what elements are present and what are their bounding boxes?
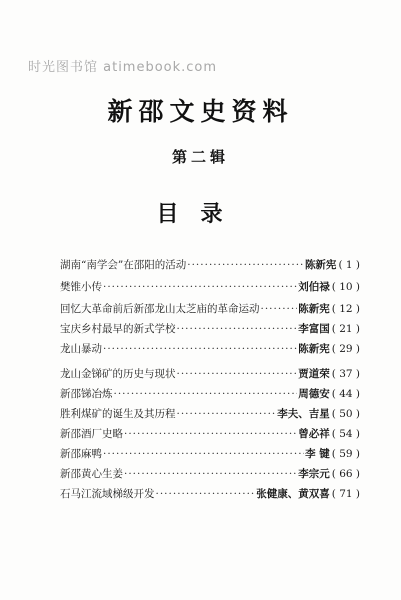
toc-entry-title: 胜利煤矿的诞生及其历程 [60,408,176,420]
toc-entry-page: ( 50 ) [331,408,360,420]
toc-entry [60,280,360,294]
toc-entry-page: ( 59 ) [331,448,360,460]
toc-entry-page: ( 1 ) [338,259,360,271]
toc-leader-dots [103,342,297,356]
toc-entry [60,258,360,272]
toc-entry-author: 张健康、黄双喜 [256,488,330,500]
toc-entry-page: ( 10 ) [331,281,360,293]
toc-leader-dots [187,258,304,272]
toc-entry-title: 龙山暴动 [60,343,102,355]
toc-entry-title: 回忆大革命前后新邵龙山太芝庙的革命运动 [60,303,260,315]
toc-entry [60,447,360,461]
toc-entry-author: 李富国 [298,323,330,335]
toc-leader-dots [177,322,298,336]
toc-leader-dots [114,387,298,401]
toc-entry [60,487,360,501]
toc-entry-page: ( 21 ) [331,323,360,335]
toc-entry-title: 樊锥小传 [60,281,102,293]
toc-entry [60,407,360,421]
toc-leader-dots [261,302,298,316]
toc-entry-author: 陈新宪 [298,303,330,315]
toc-entry-title: 湖南“南学会”在邵阳的活动 [60,259,187,271]
toc-entry-title: 新邵酒厂史略 [60,428,123,440]
toc-entry-author: 陈新宪 [298,343,330,355]
toc-entry [60,322,360,336]
toc-entry [60,342,360,356]
toc-entry-page: ( 12 ) [331,303,360,315]
toc-entry-author: 李 键 [305,448,330,460]
toc-leader-dots [177,367,298,381]
toc-leader-dots [156,487,256,501]
volume-label: 第二辑 [171,148,229,166]
toc-entry-page: ( 54 ) [331,428,360,440]
toc-leader-dots [124,467,297,481]
toc-entry-page: ( 37 ) [331,368,360,380]
toc-leader-dots [124,427,297,441]
toc-entry [60,427,360,441]
toc-entry-page: ( 29 ) [331,343,360,355]
toc-entry-title: 石马江流域梯级开发 [60,488,155,500]
toc-entry-author: 陈新宪 [304,259,337,271]
toc-entry-author: 刘伯禄 [298,281,330,293]
toc-entry-author: 曾必祥 [298,428,330,440]
toc-entry [60,302,360,316]
book-title: 新邵文史资料 [107,97,294,126]
toc-entry-title: 新邵黄心生姜 [60,468,123,480]
toc-entry-title: 新邵麻鸭 [60,448,102,460]
toc-leader-dots [103,447,304,461]
toc-heading: 目录 [156,202,245,227]
toc-entry-author: 李宗元 [298,468,330,480]
toc-entry-author: 李夫、吉星 [277,408,330,420]
watermark: 时光图书馆 atimebook.com [28,60,218,75]
toc-leader-dots [177,407,277,421]
toc-entry-author: 贾道荣 [298,368,330,380]
toc-entry-author: 周德安 [298,388,330,400]
toc-entry-title: 新邵锑冶炼 [60,388,113,400]
toc-entry [60,467,360,481]
toc-entry [60,387,360,401]
toc-entry-page: ( 44 ) [331,388,360,400]
toc-leader-dots [103,280,297,294]
toc-entry-page: ( 66 ) [331,468,360,480]
toc-entry-title: 龙山金锑矿的历史与现状 [60,368,176,380]
toc-entry [60,367,360,381]
toc-entry-page: ( 71 ) [331,488,360,500]
toc-entry-title: 宝庆乡村最早的新式学校 [60,323,176,335]
